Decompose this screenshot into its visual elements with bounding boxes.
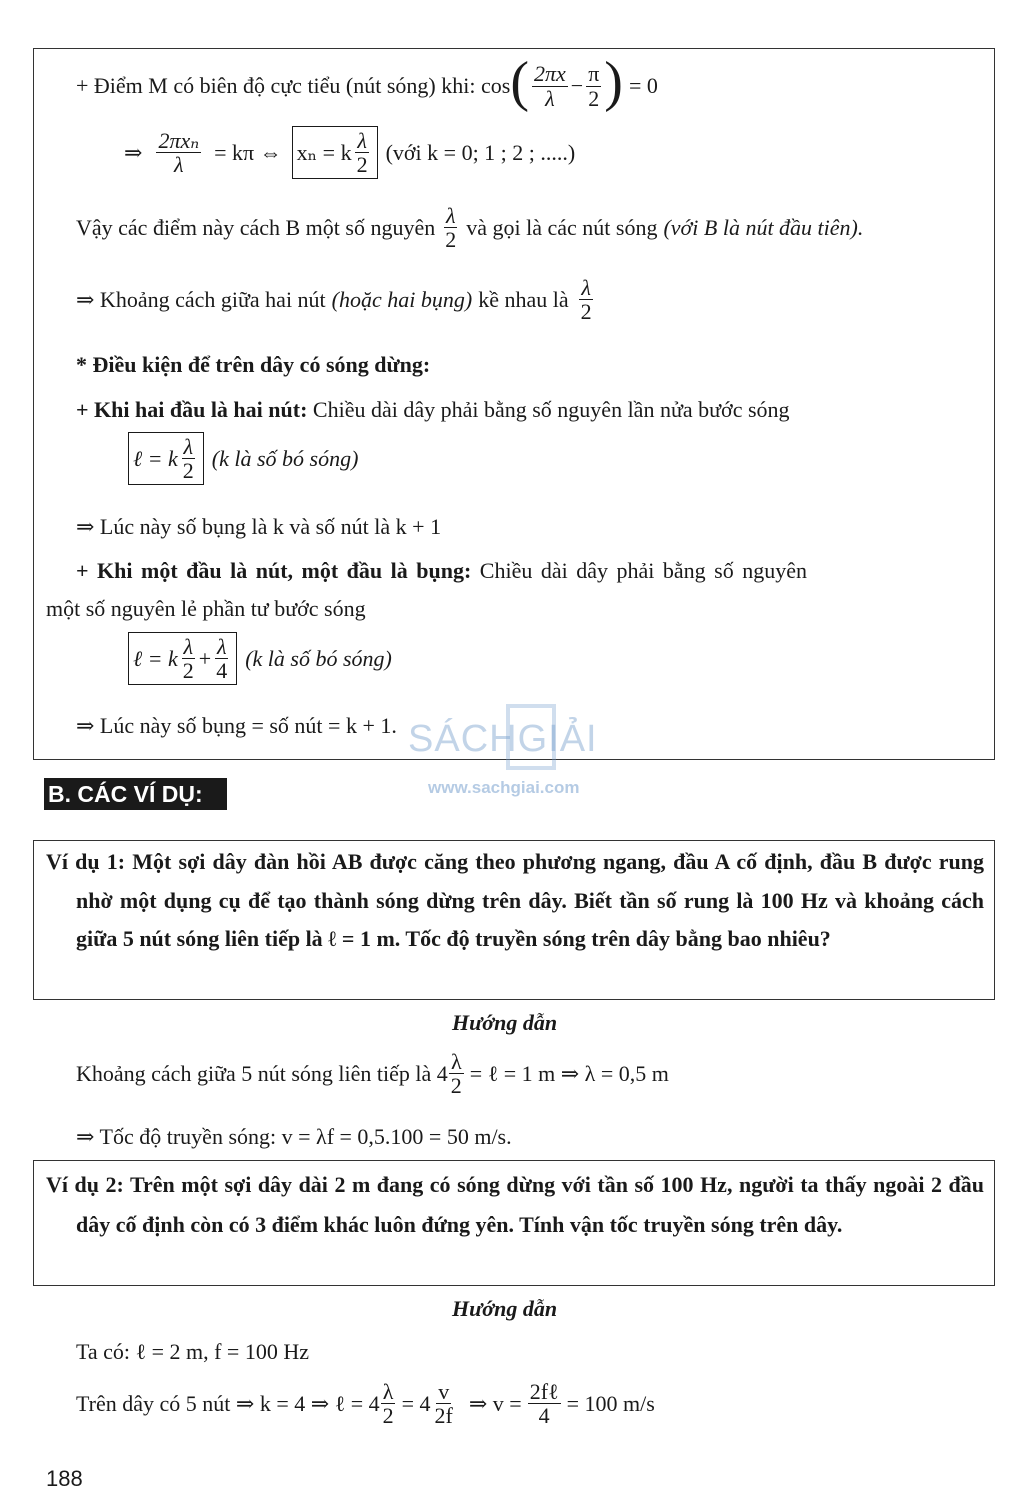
fraction-denominator: 2f xyxy=(434,1403,453,1429)
theory-line-12: ⇒ Lúc này số bụng = số nút = k + 1. xyxy=(76,713,397,738)
fraction xyxy=(214,635,229,682)
fraction xyxy=(181,635,196,682)
fraction-numerator: λ xyxy=(445,203,456,228)
example-1-solution-1 xyxy=(76,1050,669,1097)
fraction-denominator: λ xyxy=(174,152,184,178)
formula-box xyxy=(128,632,237,685)
italic-note: (hoặc hai bụng) xyxy=(331,286,473,312)
line-text: Vậy các điểm này cách B một số nguyên xyxy=(76,214,436,240)
italic-note: (k là số bó sóng) xyxy=(245,645,392,671)
fraction-denominator: 4 xyxy=(538,1403,550,1429)
left-paren: ( xyxy=(510,51,529,113)
fraction-numerator: λ xyxy=(357,128,367,153)
fraction-denominator: λ xyxy=(545,85,555,111)
theory-line-1 xyxy=(76,51,658,114)
italic-note: (với B là nút đầu tiên). xyxy=(663,214,864,240)
theory-line-4 xyxy=(76,276,597,323)
bold-lead: + Khi một đầu là nút, một đầu là bụng: xyxy=(76,558,472,583)
fraction-numerator: 2fℓ xyxy=(529,1379,559,1404)
fraction xyxy=(586,62,601,109)
fraction-numerator: 2πx xyxy=(533,61,566,87)
line-text: = 4 xyxy=(401,1390,431,1416)
minus-sign: − xyxy=(570,73,584,98)
guide-title: Hướng dẫn xyxy=(452,1296,558,1321)
fraction xyxy=(381,1380,396,1427)
theory-line-8: ⇒ Lúc này số bụng là k và số nút là k + 1 xyxy=(76,514,442,539)
line-text: Chiều dài dây phải bằng số nguyên xyxy=(479,558,807,583)
equals-zero: = 0 xyxy=(628,73,658,98)
fraction xyxy=(449,1050,464,1097)
fraction xyxy=(528,1380,561,1427)
example-1-text: Ví dụ 1: Một sợi dây đàn hồi AB được căng theo phương ngang, đầu A cố định, đầu B được rung nhờ một dụng cụ để tạo thành sóng dừng trên dây. Biết tần số rung là 100 Hz và khoảng cách giữa 5 nút sóng liên tiếp là ℓ = 1 m. Tốc độ truyền sóng trên dây bằng bao nhiêu? xyxy=(46,849,984,951)
fraction-numerator: v xyxy=(438,1379,450,1404)
fraction-numerator: λ xyxy=(216,634,227,659)
theory-line-10: một số nguyên lẻ phần tư bước sóng xyxy=(46,596,366,621)
line-text: Khoảng cách giữa 5 nút sóng liên tiếp là 4 xyxy=(76,1060,448,1086)
theory-line-9 xyxy=(76,558,807,584)
line-text: ⇒ Khoảng cách giữa hai nút xyxy=(76,286,326,312)
watermark-logo: SÁCHGIẢI xyxy=(408,718,598,760)
implies-arrow: ⇒ xyxy=(124,139,143,165)
formula-box xyxy=(128,432,204,485)
fraction-denominator: 2 xyxy=(445,227,457,253)
example-2-text: Ví dụ 2: Trên một sợi dây dài 2 m đang có sóng dừng với tần số 100 Hz, người ta thấy ngoài 2 đầu dây cố định còn có 3 điểm khác luôn đứng yên. Tính vận tốc truyền sóng trên dây. xyxy=(46,1172,984,1237)
line-text: Trên dây có 5 nút ⇒ k = 4 ⇒ ℓ = 4 xyxy=(76,1390,380,1416)
fraction xyxy=(156,129,201,176)
page-number: 188 xyxy=(46,1466,83,1491)
fraction-numerator: λ xyxy=(581,275,591,300)
fraction-numerator: 2πxₙ xyxy=(158,128,200,153)
fraction xyxy=(579,276,594,323)
fraction-numerator: π xyxy=(588,61,600,87)
theory-line-3 xyxy=(76,204,863,251)
formula-text: xₙ = k xyxy=(296,139,352,165)
fraction-numerator: λ xyxy=(183,634,194,659)
fraction xyxy=(433,1380,455,1427)
fraction xyxy=(443,204,458,251)
fraction xyxy=(355,129,370,176)
formula-box xyxy=(292,126,378,179)
fraction xyxy=(532,62,568,109)
fraction-denominator: 2 xyxy=(356,152,368,178)
italic-note: (k là số bó sóng) xyxy=(211,445,359,471)
example-2-solution-1: Ta có: ℓ = 2 m, f = 100 Hz xyxy=(76,1339,309,1364)
line-text: = ℓ = 1 m ⇒ λ = 0,5 m xyxy=(469,1060,669,1086)
theory-line-6 xyxy=(76,397,790,423)
section-heading: * Điều kiện để trên dây có sóng dừng: xyxy=(76,352,431,377)
line-text: và gọi là các nút sóng xyxy=(466,214,658,240)
fraction-numerator: λ xyxy=(382,1379,394,1404)
line-text: ⇒ v = xyxy=(468,1390,522,1416)
plus-sign: + xyxy=(198,645,212,671)
guide-title: Hướng dẫn xyxy=(452,1010,558,1035)
fraction-denominator: 2 xyxy=(182,658,194,684)
theory-line-11 xyxy=(128,632,392,685)
watermark-url: www.sachgiai.com xyxy=(428,778,580,797)
fraction xyxy=(181,435,196,482)
section-b-label: B. CÁC VÍ DỤ: xyxy=(44,778,227,810)
fraction-denominator: 2 xyxy=(450,1073,462,1099)
fraction-denominator: 4 xyxy=(216,658,228,684)
formula-text: ℓ = k xyxy=(133,445,178,471)
example-2-solution-2 xyxy=(76,1380,655,1427)
fraction-denominator: 2 xyxy=(382,1403,394,1429)
fraction-denominator: 2 xyxy=(182,458,194,484)
fraction-numerator: λ xyxy=(450,1049,462,1074)
fraction-denominator: 2 xyxy=(580,299,592,325)
example-1-solution-2: ⇒ Tốc độ truyền sóng: v = λf = 0,5.100 = 50 m/s. xyxy=(76,1124,512,1149)
line-text: = 100 m/s xyxy=(566,1390,655,1416)
line-text: + Điểm M có biên độ cực tiểu (nút sóng) khi: cos xyxy=(76,73,511,98)
bold-lead: + Khi hai đầu là hai nút: xyxy=(76,397,308,422)
line-text: = kπ ⇔ xyxy=(214,139,282,165)
theory-line-7 xyxy=(128,432,358,485)
fraction-denominator: 2 xyxy=(588,85,600,111)
right-paren: ) xyxy=(604,51,623,113)
line-text: (với k = 0; 1 ; 2 ; .....) xyxy=(385,139,576,165)
formula-text: ℓ = k xyxy=(133,645,178,671)
fraction-numerator: λ xyxy=(183,434,194,459)
line-text: Chiều dài dây phải bằng số nguyên lần nửa bước sóng xyxy=(312,397,790,422)
line-text: kề nhau là xyxy=(478,286,569,312)
theory-line-2 xyxy=(124,126,575,179)
